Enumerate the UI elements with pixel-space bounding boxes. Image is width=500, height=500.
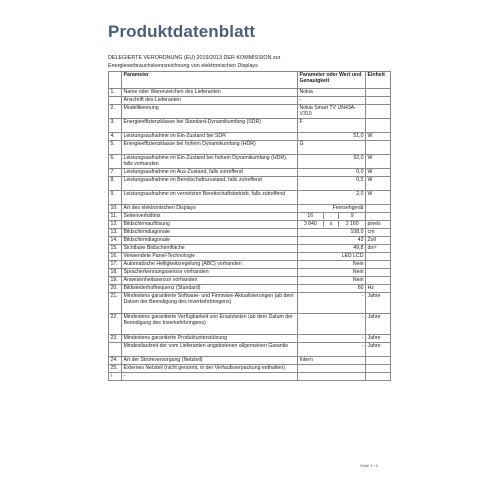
row-number: 11. <box>109 213 122 221</box>
row-value: - <box>298 314 366 335</box>
table-row <box>109 119 391 133</box>
row-parameter: Name oder Warenzeichen des Lieferanten <box>122 89 298 97</box>
table-row <box>109 191 391 205</box>
row-unit: W <box>366 169 391 177</box>
row-unit: Jahre <box>366 335 391 343</box>
row-value: - <box>298 293 366 314</box>
row-unit <box>366 213 391 221</box>
header-unit: Einheit <box>366 72 391 89</box>
table-row <box>109 237 391 245</box>
table-row <box>109 141 391 155</box>
table-row <box>109 221 391 229</box>
row-number: 12. <box>109 221 122 229</box>
aspect-height: 9 <box>350 213 354 219</box>
row-number <box>109 97 122 105</box>
row-value: Nein <box>298 269 366 277</box>
intro-line-2: Energieverbrauchskennzeichnung von elektronischen Displays <box>108 63 258 69</box>
table-row <box>109 285 391 293</box>
table-row <box>109 213 391 221</box>
row-value: Nein <box>298 261 366 269</box>
row-number: 4. <box>109 133 122 141</box>
row-parameter: Energieeffizienzklasse bei Standard-Dynamikumfang (SDR) <box>122 119 298 133</box>
row-unit <box>366 205 391 213</box>
row-parameter: Art des elektronischen Displays <box>122 205 298 213</box>
row-number: 20. <box>109 285 122 293</box>
table-row <box>109 155 391 169</box>
table-row <box>109 253 391 261</box>
row-parameter: Leistungsaufnahme im Ein-Zustand bei hohem Dynamikumfang (HDR), falls vorhanden <box>122 155 298 169</box>
row-unit <box>366 141 391 155</box>
row-unit: W <box>366 155 391 169</box>
regulation-intro <box>108 54 393 70</box>
row-parameter: Sichtbare Bildschirmfläche <box>122 245 298 253</box>
header-parameter: Parameter <box>122 72 298 89</box>
row-unit: Jahre <box>366 293 391 314</box>
row-number: 14. <box>109 237 122 245</box>
table-row <box>109 177 391 191</box>
row-value: LED LCD <box>298 253 366 261</box>
row-number: 22. <box>109 314 122 335</box>
row-value: 60 <box>298 285 366 293</box>
table-row <box>109 373 391 381</box>
row-parameter: Verwendete Panel-Technologie <box>122 253 298 261</box>
header-value: Parameter oder Wert und Genauigkeit <box>298 72 366 89</box>
row-value <box>298 213 366 221</box>
page-number: Seite 1 / 2 <box>360 463 379 468</box>
row-value: 108,0 <box>298 229 366 237</box>
table-row <box>109 277 391 285</box>
row-value: Nokia <box>298 89 366 97</box>
row-unit: Zoll <box>366 237 391 245</box>
row-unit: cm <box>366 229 391 237</box>
row-parameter: Art der Stromversorgung (Netzteil) <box>122 357 298 365</box>
row-parameter: Mindestens garantierte Software- und Firmware-Aktualisierungen (ab dem Datum der Beendigung des Inverkehrbringens) <box>122 293 298 314</box>
row-parameter: Bildschirmdiagonale <box>122 237 298 245</box>
row-unit <box>366 253 391 261</box>
row-parameter: Bildwiederholfrequenz (Standard) <box>122 285 298 293</box>
row-parameter: Bildschirmdiagonale <box>122 229 298 237</box>
row-value <box>298 221 366 229</box>
row-number: 3. <box>109 119 122 133</box>
row-parameter: Energieeffizienzklasse bei hohem Dynamikumfang (HDR) <box>122 141 298 155</box>
table-row <box>109 89 391 97</box>
row-unit <box>366 89 391 97</box>
row-unit <box>366 277 391 285</box>
page-title: Produktdatenblatt <box>108 22 256 41</box>
row-value: 51,0 <box>298 133 366 141</box>
row-parameter: Externes Netzteil (nicht genormt, in der Verfaufsverpackung enthalten) <box>122 365 298 373</box>
row-parameter: Anwesenheitssensor vorhanden <box>122 277 298 285</box>
row-unit: pixels <box>366 221 391 229</box>
row-unit <box>366 357 391 365</box>
row-parameter: Modellkennung <box>122 105 298 119</box>
table-row <box>109 261 391 269</box>
row-value: Nokia Smart TV UN43A-V310 <box>298 105 366 119</box>
row-number: 7. <box>109 169 122 177</box>
row-number: 25. <box>109 365 122 373</box>
row-number: 1. <box>109 89 122 97</box>
spec-table <box>108 71 391 381</box>
table-row <box>109 245 391 253</box>
resolution-separator: x <box>324 221 340 227</box>
table-row <box>109 293 391 314</box>
table-row <box>109 133 391 141</box>
row-number: 6. <box>109 155 122 169</box>
row-number: 13. <box>109 229 122 237</box>
row-value: 43 <box>298 237 366 245</box>
row-number: 21. <box>109 293 122 314</box>
row-value: 2,0 <box>298 191 366 205</box>
row-parameter: Leistungsaufnahme im vernetzten Bereitschaftsbetrieb, falls zutreffend <box>122 191 298 205</box>
row-value: Nein <box>298 277 366 285</box>
row-unit <box>366 261 391 269</box>
row-number: 10. <box>109 205 122 213</box>
row-value: 92,0 <box>298 155 366 169</box>
row-number: 19. <box>109 277 122 285</box>
table-row <box>109 314 391 335</box>
row-number: 8. <box>109 177 122 191</box>
row-number: 17. <box>109 261 122 269</box>
row-unit <box>366 105 391 119</box>
resolution-width: 3 840 <box>298 221 324 227</box>
row-unit <box>366 119 391 133</box>
row-unit: Jahre <box>366 343 391 357</box>
table-row <box>109 357 391 365</box>
row-value: - <box>298 97 366 105</box>
row-value: 0,5 <box>298 177 366 191</box>
row-unit: W <box>366 191 391 205</box>
row-unit <box>366 269 391 277</box>
row-value: - <box>298 343 366 357</box>
row-parameter: Bildschirmauflösung <box>122 221 298 229</box>
row-parameter: Leistungsaufnahme im Ein-Zustand bei SDR <box>122 133 298 141</box>
row-value: Fernsehgerät <box>298 205 366 213</box>
row-unit <box>366 365 391 373</box>
row-unit <box>366 97 391 105</box>
row-value: 49,8 <box>298 245 366 253</box>
aspect-width: 16 <box>298 213 324 219</box>
table-row <box>109 335 391 343</box>
table-row <box>109 229 391 237</box>
table-row <box>109 365 391 373</box>
row-parameter: Leistungsaufnahme im Bereitschaftszustand, falls zutreffend <box>122 177 298 191</box>
table-row <box>109 105 391 119</box>
product-data-sheet <box>94 8 397 480</box>
row-value: G <box>298 141 366 155</box>
row-number: 23. <box>109 335 122 343</box>
table-row <box>109 343 391 357</box>
row-parameter: Automatische Helligkeitsregelung (ABC) vorhanden <box>122 261 298 269</box>
row-unit: Jahre <box>366 314 391 335</box>
row-value: Intern <box>298 357 366 365</box>
row-unit: Hz <box>366 285 391 293</box>
table-row <box>109 205 391 213</box>
resolution-height: 2 160 <box>345 221 359 227</box>
table-header-row <box>109 72 391 89</box>
table-row <box>109 97 391 105</box>
row-value <box>298 365 366 373</box>
row-number: 9. <box>109 191 122 205</box>
intro-line-1: DELEGIERTE VERORDNUNG (EU) 2019/2013 DER KOMMISSION zur <box>108 55 281 61</box>
row-parameter: Anschrift des Lieferanten <box>122 97 298 105</box>
row-value <box>298 373 366 381</box>
row-number <box>109 343 122 357</box>
row-number: 15. <box>109 245 122 253</box>
row-unit <box>366 373 391 381</box>
aspect-separator: : <box>324 213 340 219</box>
row-value: 0,0 <box>298 169 366 177</box>
row-value: - <box>298 335 366 343</box>
row-number: 5. <box>109 141 122 155</box>
table-row <box>109 169 391 177</box>
row-parameter: - <box>122 373 298 381</box>
row-parameter: Seitenverhältnis <box>122 213 298 221</box>
row-unit: W <box>366 177 391 191</box>
header-number <box>109 72 122 89</box>
row-unit: W <box>366 133 391 141</box>
row-parameter: Mindestens garantierte Produktunterstützung <box>122 335 298 343</box>
row-parameter: Mindestens garantierte Verfügbarkeit von Ersatzteilen (ab dem Datum der Beendigung des Inverkehrbringens) <box>122 314 298 335</box>
row-value: F <box>298 119 366 133</box>
row-unit: dm² <box>366 245 391 253</box>
row-parameter: Spracherkennungssensor vorhanden <box>122 269 298 277</box>
row-number: 16. <box>109 253 122 261</box>
row-number: 24. <box>109 357 122 365</box>
table-row <box>109 269 391 277</box>
row-parameter: Leistungsaufnahme im Aus-Zustand, falls zutreffend <box>122 169 298 177</box>
row-parameter: Mindestlaufzeit der vom Lieferanten angebotenen allgemeinen Garantie <box>122 343 298 357</box>
row-number: i <box>109 373 122 381</box>
row-number: 2. <box>109 105 122 119</box>
row-number: 18. <box>109 269 122 277</box>
